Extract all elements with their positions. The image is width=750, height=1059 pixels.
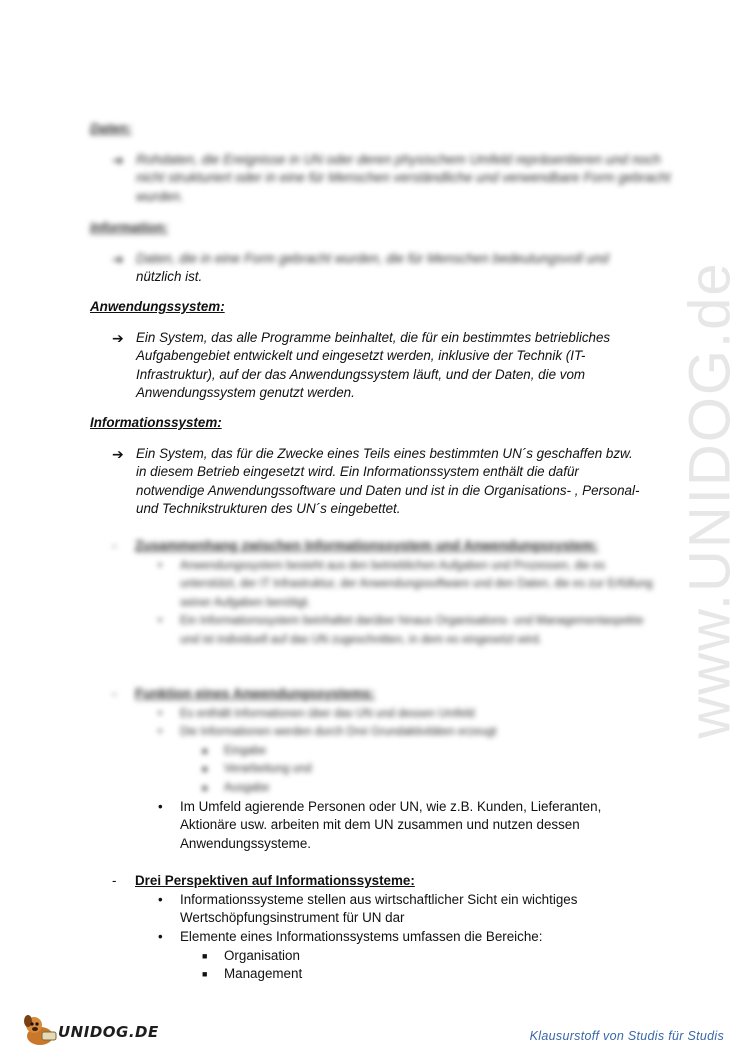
square-bullet-icon: ■ [202, 764, 208, 775]
heading-information: Information: [90, 220, 169, 235]
heading-zusammenhang: Zusammenhang zwischen Informationssystem und Anwendungssystem: [135, 538, 599, 553]
funktion-blurred-list [158, 705, 658, 742]
heading-funktion: Funktion eines Anwendungssystems: [135, 686, 375, 701]
heading-daten: Daten: [90, 121, 132, 136]
dog-icon [20, 1012, 60, 1048]
definition-line: Ein System, das alle Programme beinhaltet, die für ein bestimmtes betriebliches [136, 330, 611, 345]
zusammenhang-list [158, 557, 658, 649]
logo-text: UNIDOG.DE [58, 1023, 159, 1041]
list-item: • Anwendungssystem besteht aus den betrieblichen Aufgaben und Prozessen, die es unterstützt, der IT Infrastruktur, der Anwendungssoftware und den Daten, die es zur Erfüllung seiner Aufgaben benötigt. [158, 557, 658, 612]
square-bullet-icon: ■ [202, 951, 208, 961]
bullet-icon: • [158, 708, 163, 720]
dash-marker: - [112, 538, 117, 553]
definition-line: in diesem Betrieb eingesetzt wird. Ein Informationssystem enthält die dafür [136, 464, 579, 480]
list-item: • Elemente eines Informationssystems umfassen die Bereiche: [158, 928, 658, 946]
definition-line: notwendige Anwendungssoftware und Daten und ist in die Organisations- , Personal- [136, 482, 640, 498]
information-definition [112, 250, 672, 287]
dash-marker: - [112, 873, 117, 888]
arrow-icon: ➔ [112, 446, 124, 462]
information-text-clear: nützlich ist. [136, 269, 203, 285]
anwendungssystem-definition [112, 329, 672, 403]
arrow-icon: ➔ [112, 330, 124, 346]
list-item: • Die Informationen werden durch Drei Grundaktivitäten erzeugt [158, 723, 658, 741]
list-item: • Informationssysteme stellen aus wirtschaftlicher Sicht ein wichtiges Wertschöpfungsinstrument für UN dar [158, 892, 578, 926]
daten-text: Rohdaten, die Ereignisse in UN oder deren physischem Umfeld repräsentieren und noch nicht strukturiert oder in eine für Menschen verständliche und verwendbare Form gebracht wurden. [136, 152, 671, 204]
list-item: ■ Ausgabe [202, 779, 312, 797]
bullet-icon: • [158, 560, 163, 572]
list-item: ■ Organisation [202, 947, 302, 965]
definition-line: Infrastruktur), auf der das Anwendungssystem läuft, und der Daten, die vom [136, 366, 586, 382]
bullet-icon: • [158, 615, 163, 628]
definition-line: und Technikstrukturen des UN´s eingebettet. [136, 501, 401, 517]
square-bullet-icon: ■ [202, 969, 208, 980]
square-bullet-icon: ■ [202, 746, 208, 756]
bullet-icon: • [158, 892, 163, 907]
dash-marker: - [112, 686, 117, 701]
footer-slogan: Klausurstoff von Studis für Studis [529, 1029, 724, 1043]
heading-perspektiven: Drei Perspektiven auf Informationssysteme: [135, 873, 415, 888]
list-item: ■ Verarbeitung und [202, 760, 312, 778]
list-item: • Es enthält Informationen über das UN und dessen Umfeld [158, 705, 658, 723]
funktion-sub-list [202, 742, 312, 797]
daten-definition [112, 151, 672, 206]
heading-informationssystem: Informationssystem: [90, 415, 222, 430]
arrow-icon: ➔ [112, 251, 124, 267]
heading-anwendungssystem: Anwendungssystem: [90, 299, 225, 314]
perspektiven-list [158, 891, 658, 946]
definition-line: Ein System, das für die Zwecke eines Teils eines bestimmten UN´s geschaffen bzw. [136, 446, 633, 461]
informationssystem-definition [112, 445, 672, 519]
square-bullet-icon: ■ [202, 782, 208, 793]
definition-line: Aufgabengebiet entwickelt und eingesetzt werden, inklusive der Technik (IT- [136, 348, 586, 364]
list-item: • Im Umfeld agierende Personen oder UN, wie z.B. Kunden, Lieferanten, Aktionäre usw. arbeiten mit dem UN zusammen und nutzen dessen Anwendungssysteme. [158, 799, 602, 851]
bullet-icon: • [158, 726, 163, 739]
unidog-logo [20, 1012, 160, 1048]
watermark-text: www.UNIDOG.de [677, 261, 743, 739]
list-item: ■ Management [202, 965, 302, 983]
list-item: • Ein Informationssystem beinhaltet darüber hinaus Organisations- und Managementaspekte und ist individuell auf das UN zugeschnitten, in dem es eingesetzt wird. [158, 612, 658, 649]
definition-line: Anwendungssystem genutzt werden. [136, 385, 355, 401]
bullet-icon: • [158, 928, 163, 944]
list-item: ■ Eingabe [202, 742, 312, 760]
information-text-blurred: Daten, die in eine Form gebracht wurden, die für Menschen bedeutungsvoll und [136, 251, 609, 266]
bullet-icon: • [158, 799, 163, 814]
arrow-icon: ➔ [112, 152, 124, 168]
funktion-clear-bullet [158, 798, 658, 853]
perspektiven-sub-list [202, 947, 302, 984]
